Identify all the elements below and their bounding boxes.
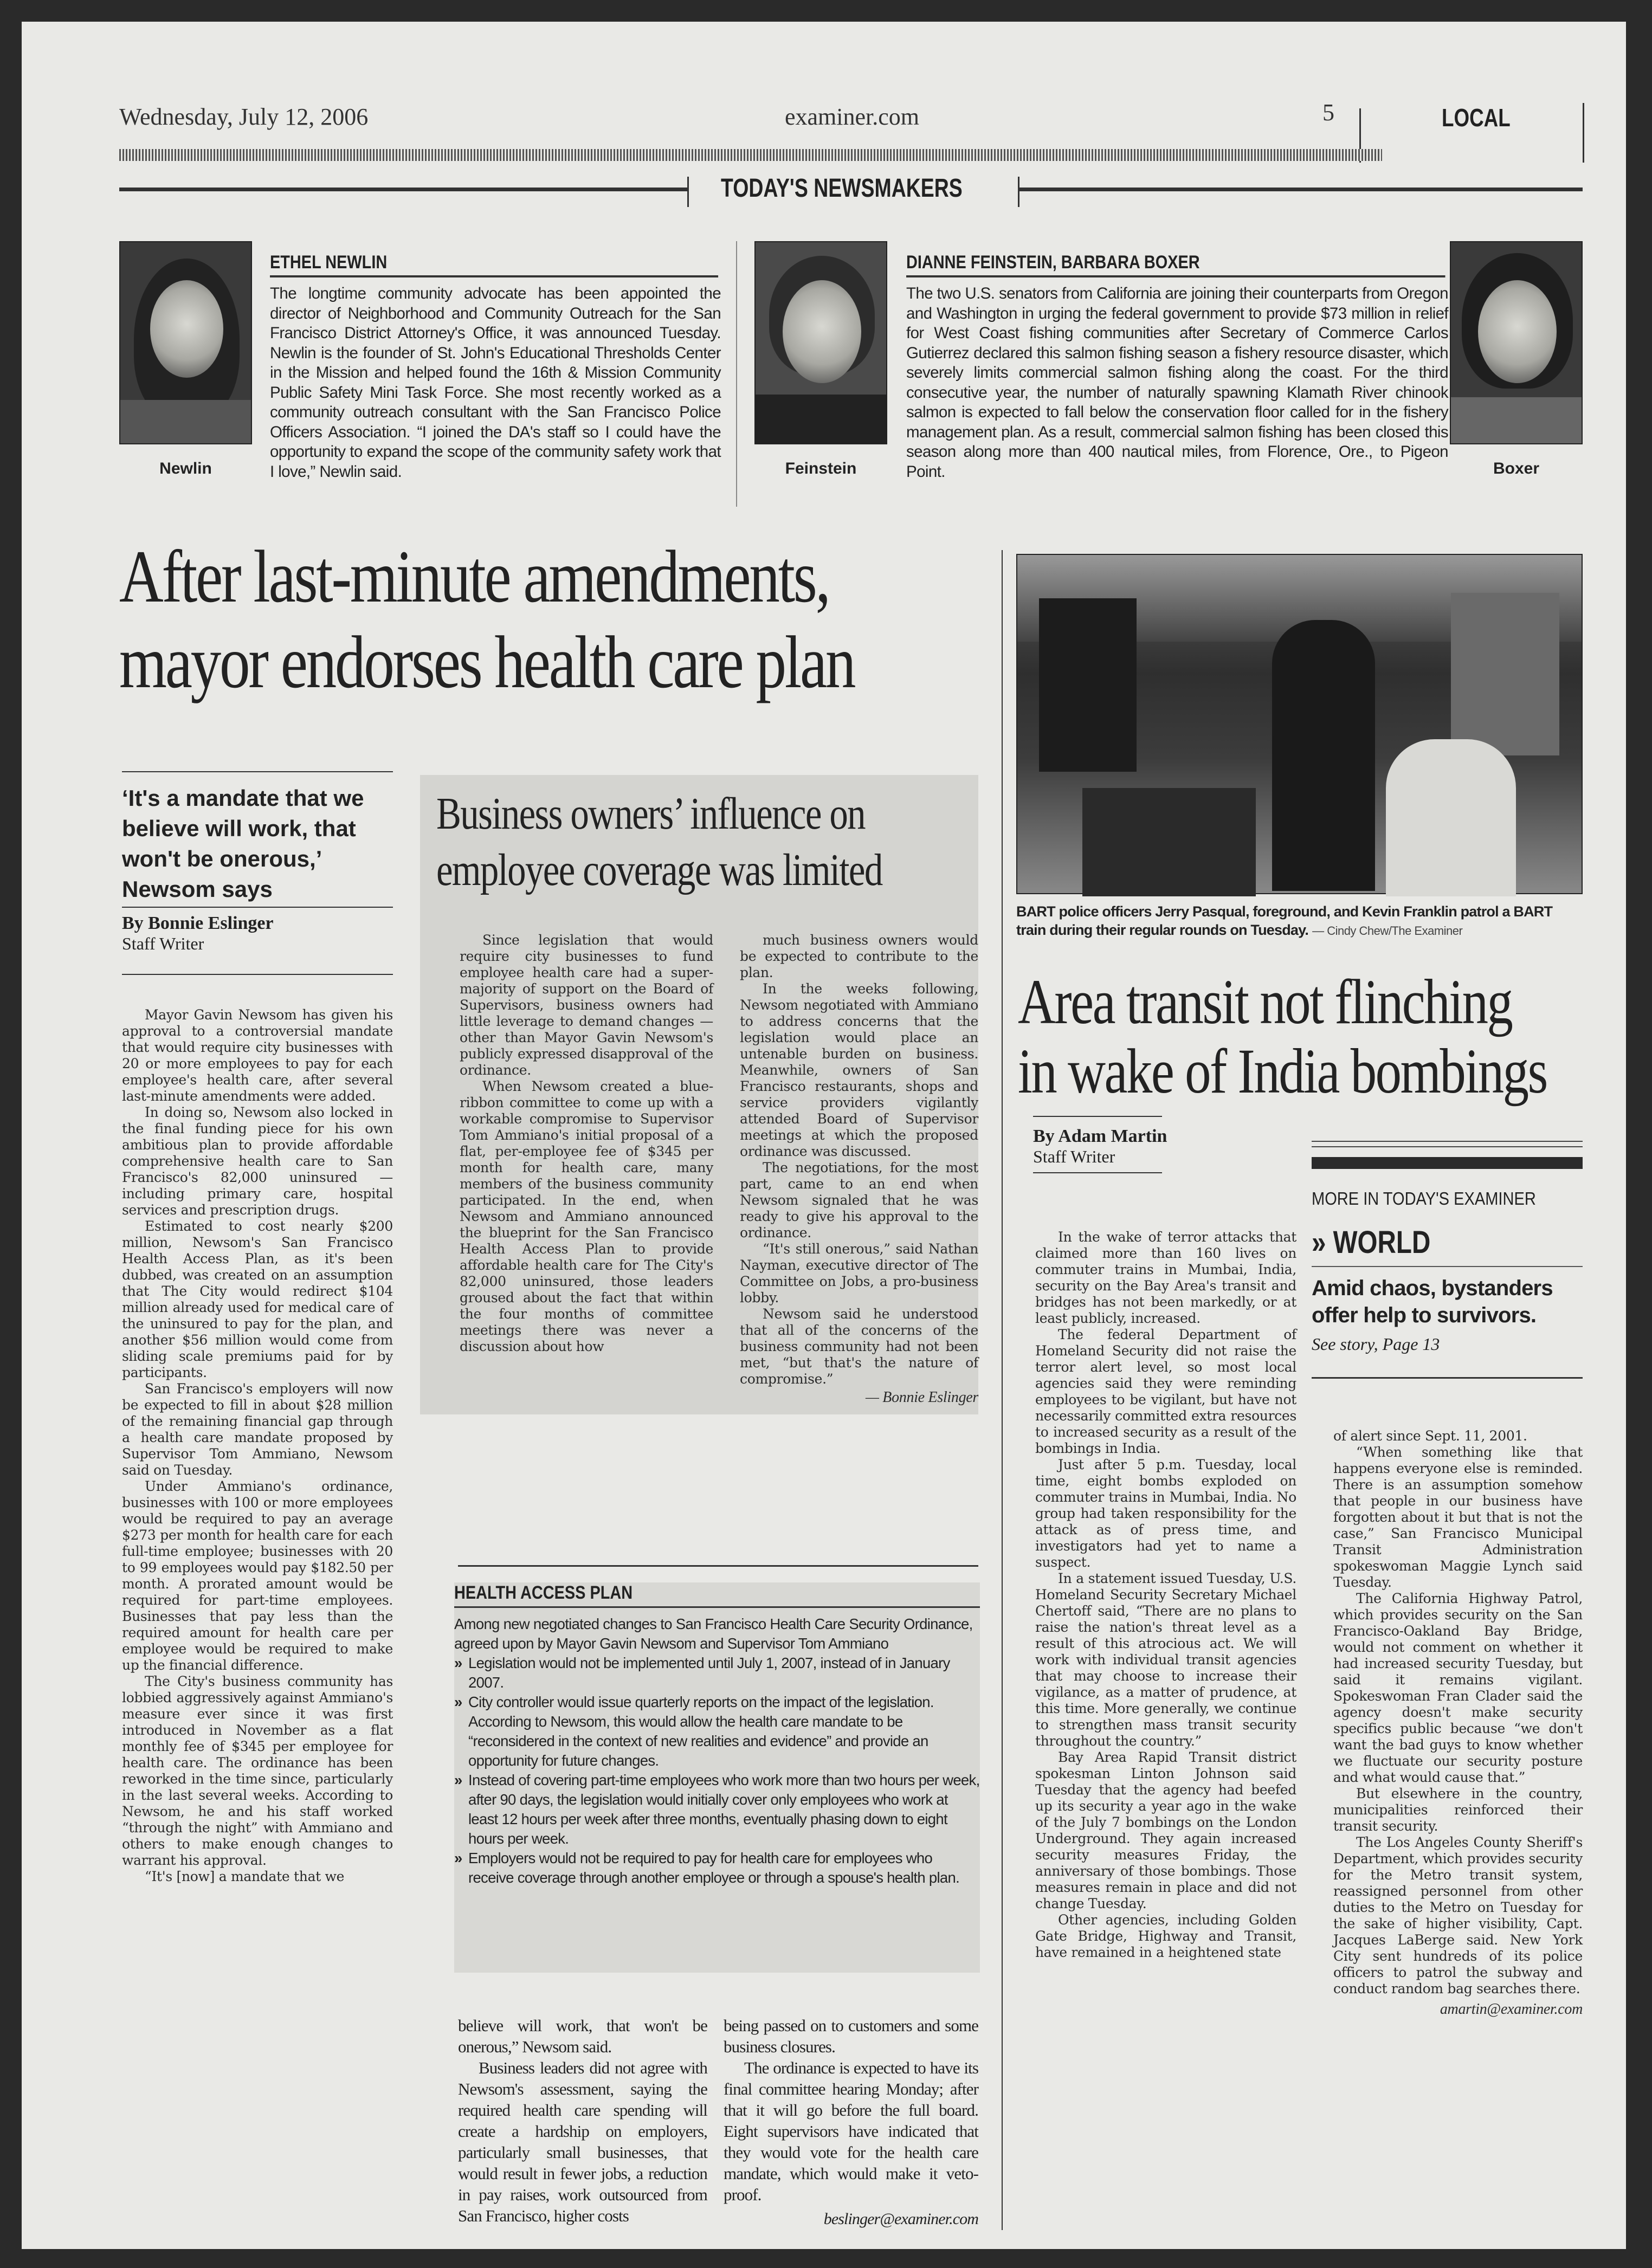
headline-line: employee coverage was limited: [436, 845, 882, 895]
health-story-deck: ‘It's a mandate that we believe will work, that won't be onerous,’ Newsom says: [122, 785, 364, 902]
byline-title: Staff Writer: [1033, 1147, 1115, 1166]
transit-story-column-1: [1035, 1229, 1296, 1961]
paragraph: believe will work, that won't be onerous,” Newsom said.: [458, 2016, 707, 2056]
byline-title: Staff Writer: [122, 934, 204, 953]
health-story-column-1: [122, 1007, 393, 1885]
headline-line: in wake of India bombings: [1018, 1036, 1547, 1107]
hap-intro: Among new negotiated changes to San Francisco Health Care Security Ordinance, agreed upon by Mayor Gavin Newsom and Supervisor Tom Ammiano: [454, 1616, 973, 1652]
hap-rule-top: [458, 1565, 978, 1567]
headline-line: Area transit not flinching: [1018, 966, 1512, 1037]
headline-line: mayor endorses health care plan: [119, 621, 855, 703]
paragraph: In doing so, Newsom also locked in the final funding piece for his own ambitious plan to provide affordable comprehensive health care to San Francisco's 82,000 uninsured — including primary care, hospital services and prescription drugs.: [122, 1104, 393, 1218]
paragraph: But elsewhere in the country, municipalities reinforced their transit security.: [1333, 1786, 1583, 1834]
paragraph: “It's still onerous,” said Nathan Nayman, executive director of The Committee on Jobs, a pro-business lobby.: [740, 1241, 978, 1306]
health-story-email[interactable]: beslinger@examiner.com: [823, 2210, 978, 2228]
paragraph: The ordinance is expected to have its final committee hearing Monday; after that it will go before the full board. Eight supervisors have indicated that they would vote for the health care mandate, which would make it veto-proof.: [724, 2058, 978, 2204]
paragraph: Newsom said he understood that all of the concerns of the business community had not been met, “but that's the nature of compromise.”: [740, 1306, 978, 1387]
health-story-continued-2: [724, 2015, 978, 2230]
hap-list-item: [454, 1653, 980, 1692]
paragraph: Business leaders did not agree with Newsom's assessment, saying the required health care spending will create a hardship on employers, particularly small businesses, that would result in fewer jobs, a reduction in pay raises, work outsourced from San Francisco, higher costs: [458, 2058, 707, 2225]
hap-list-item: [454, 1771, 980, 1849]
health-story-continued-1: [458, 2015, 707, 2226]
byline-rule-bottom: [122, 974, 393, 975]
hap-item-text: Legislation would not be implemented until July 1, 2007, instead of in January 2007.: [468, 1655, 950, 1691]
paragraph: Bay Area Rapid Transit district spokesman Linton Johnson said Tuesday that the agency had beefed up its security a year ago in the wake of the July 7 bombings on the London Underground. They again increased security measures Friday, the anniversary of those bombings. Those measures remain in place and did not change Tuesday.: [1035, 1749, 1296, 1911]
paragraph: being passed on to customers and some business closures.: [724, 2016, 978, 2056]
hap-list-item: [454, 1692, 980, 1771]
boxer-photo: [1450, 241, 1583, 444]
hap-list: [454, 1653, 980, 1888]
hap-title-rule: [454, 1606, 980, 1608]
paragraph: In the wake of terror attacks that claimed more than 160 lives on commuter trains in Mumbai, India, security on the Bay Area's transit and bridges has not been markedly, or at least publicly, increased.: [1035, 1229, 1296, 1326]
feinstein-photo-caption: Feinstein: [785, 460, 857, 477]
paragraph: “When something like that happens everyone else is reminded. There is an assumption somehow that people in our business have forgotten about it but that is not the case,” San Francisco Municipal Transit Administration spokeswoman Maggie Lynch said Tuesday.: [1333, 1444, 1583, 1590]
double-chevron-icon: »: [454, 1694, 462, 1710]
section-label: LOCAL: [1442, 104, 1511, 132]
newsmakers-column-rule: [736, 241, 737, 507]
site-url[interactable]: examiner.com: [785, 104, 920, 130]
newsmaker-body: The two U.S. senators from California are joining their counterparts from Oregon and Washington in urging the federal government to provide $73 million in relief for West Coast fishing communities after Secretary of Commerce Carlos Gutierrez declared this salmon fishing season a fishery resource disaster, which severely limits commercial salmon fishing along the coast. For the third consecutive year, the number of naturally spawning Klamath River chinook salmon is expected to fall below the conservation floor called for in the fishery management plan. As a result, commercial salmon fishing has been closed this season along more than 400 nautical miles, from Florence, Ore., to Pigeon Point.: [906, 285, 1448, 481]
byline-rule-top: [122, 907, 393, 908]
newspaper-page: [22, 22, 1626, 2249]
headline-line: Business owners’ influence on: [436, 789, 865, 839]
header-right-rule: [1583, 103, 1584, 163]
promo-see-story[interactable]: See story, Page 13: [1312, 1334, 1440, 1354]
newsmakers-rule-right: [1019, 188, 1583, 191]
paragraph: The California Highway Patrol, which provides security on the San Francisco-Oakland Bay Bridge, would not comment on whether it had increased security Tuesday, but said it remains vigilant. Spokeswoman Fran Clader said the agency doesn't make security specifics public because “we don't want the bad guys to know whether we fluctuate our security posture and what would cause that.”: [1333, 1591, 1583, 1785]
caption-text: BART police officers Jerry Pasqual, foreground, and Kevin Franklin patrol a BART train during their regular rounds on Tuesday.: [1016, 903, 1553, 938]
story-column-divider: [1002, 550, 1003, 2230]
newsmaker-heading: ETHEL NEWLIN: [270, 252, 718, 277]
promo-section[interactable]: » WORLD: [1312, 1225, 1431, 1260]
hap-item-text: City controller would issue quarterly reports on the impact of the legislation. According to Newsom, this would allow the health care mandate to be “reconsidered in the context of new realities and evidence” and provide an opportunity for future changes.: [468, 1694, 934, 1769]
transit-byline-rule-bottom: [1033, 1172, 1162, 1173]
transit-byline-rule-top: [1033, 1116, 1162, 1117]
newsmakers-tick-left: [687, 177, 689, 207]
hap-item-text: Instead of covering part-time employees who work more than two hours per week, after 90 days, the legislation would initially cover only employees who work at least 12 hours per week after three months, eventually phasing down to eight hours per week.: [468, 1772, 980, 1847]
paragraph: San Francisco's employers will now be expected to fill in about $28 million of the remaining financial gap through a health care mandate proposed by Supervisor Tom Ammiano, Newsom said on Tuesday.: [122, 1381, 393, 1478]
byline-name: By Bonnie Eslinger: [122, 913, 274, 933]
byline-name: By Adam Martin: [1033, 1126, 1167, 1146]
hap-item-text: Employers would not be required to pay for health care for employees who receive coverage through another employee or through a spouse's health plan.: [468, 1850, 960, 1886]
bart-photo-caption: [1016, 902, 1583, 940]
issue-date: Wednesday, July 12, 2006: [119, 104, 369, 130]
deck-rule-top: [122, 771, 393, 772]
paragraph: Mayor Gavin Newsom has given his approval to a controversial mandate that would require city businesses with 20 or more employees to pay for each employee's health care, after several last-minute amendments were added.: [122, 1007, 393, 1104]
header-hatch-rule: [119, 149, 1382, 161]
sidebar-signature: — Bonnie Eslinger: [866, 1389, 978, 1406]
newsmaker-body: The longtime community advocate has been appointed the director of Neighborhood and Community Outreach for the San Francisco District Attorney's Office, it was announced Tuesday. Newlin is the founder of St. John's Educational Thresholds Center in the Mission and helped found the 16th & Mission Community Public Safety Mini Task Force. She most recently worked as a community outreach consultant with the San Francisco Police Officers Association. “I joined the DA's staff so I could have the opportunity to expand the scope of the community safety work that I love,” Newlin said.: [270, 285, 721, 481]
promo-black-bar: [1312, 1157, 1583, 1169]
more-in-examiner-box[interactable]: [1312, 1141, 1583, 1379]
bart-train-photo: [1016, 554, 1583, 894]
paragraph: of alert since Sept. 11, 2001.: [1333, 1428, 1527, 1444]
newsmakers-title-wrap: [721, 173, 1003, 203]
paragraph: Estimated to cost nearly $200 million, Newsom's San Francisco Health Access Plan, as it's been dubbed, was created on an assumption that The City would redirect $104 million already used for medical care of the uninsured to pay for the plan, and another $56 million would come from sliding scale premiums paid for by participants.: [122, 1218, 393, 1380]
paragraph: Just after 5 p.m. Tuesday, local time, eight bombs exploded on commuter trains in Mumbai, India. No group had taken responsibility for the attack as of press time, and investigators had yet to name a suspect.: [1035, 1457, 1296, 1570]
paragraph: “It's [now] a mandate that we: [145, 1869, 345, 1884]
paragraph: When Newsom created a blue-ribbon committee to come up with a workable compromise to Supervisor Tom Ammiano's initial proposal of a flat, per-employee fee of $345 per month for health care, many members of the business community participated. In the end, when Newsom and Ammiano announced the blueprint for the San Francisco Health Access Plan to provide affordable health care for The City's 82,000 uninsured, those leaders groused about the fact that within the four months of committee meetings there was never a discussion about how: [460, 1078, 713, 1354]
double-chevron-icon: »: [454, 1772, 462, 1788]
boxer-photo-caption: Boxer: [1493, 460, 1540, 477]
newsmaker-senators: [906, 252, 1448, 482]
transit-story-headline[interactable]: [1018, 967, 1587, 1106]
photo-credit: — Cindy Chew/The Examiner: [1312, 924, 1463, 938]
promo-teaser[interactable]: Amid chaos, bystanders offer help to survivors.: [1312, 1276, 1553, 1327]
double-chevron-icon: »: [454, 1655, 462, 1671]
transit-story-column-2: [1333, 1428, 1583, 2018]
paragraph: In the weeks following, Newsom negotiated with Ammiano to address concerns that the legislation would place an untenable burden on business. Meanwhile, owners of San Francisco restaurants, shops and service providers vigilantly attended Board of Supervisor meetings at which the proposed ordinance was discussed.: [740, 981, 978, 1159]
paragraph: Since legislation that would require city businesses to fund employee health care had a super-majority of support on the Board of Supervisors, business owners had little leverage to demand changes — other than Mayor Gavin Newsom's publicly expressed disapproval of the ordinance.: [460, 932, 713, 1078]
transit-story-email[interactable]: amartin@examiner.com: [1440, 2001, 1583, 2018]
paragraph: much business owners would be expected to contribute to the plan.: [740, 932, 978, 980]
paragraph: The City's business community has lobbied aggressively against Ammiano's measure ever since it was first introduced in November as a flat monthly fee of $345 per employee for health care. The ordinance has been reworked in the time since, particularly in the last several weeks. According to Newsom, he and his staff worked “through the night” with Ammiano and others to make enough changes to warrant his approval.: [122, 1673, 393, 1868]
paragraph: The negotiations, for the most part, came to an end when Newsom signaled that he was ready to give his approval to the ordinance.: [740, 1160, 978, 1240]
health-story-headline[interactable]: [119, 534, 986, 705]
paragraph: The Los Angeles County Sheriff's Department, which provides security for the Metro transit system, reassigned personnel from other duties to the Metro on Tuesday for the sake of higher visibility, Capt. Jacques LaBerge said. New York City sent hundreds of its police officers to patrol the subway and conduct random bag searches there.: [1333, 1834, 1583, 1996]
paragraph: The federal Department of Homeland Security did not raise the terror alert level, so most local agencies said they were reminding employees to be vigilant, but have not necessarily committed extra resources to increased security as a result of the bombings in India.: [1035, 1327, 1296, 1456]
newlin-photo-caption: Newlin: [159, 460, 212, 477]
newsmakers-rule-left: [119, 188, 688, 191]
paragraph: Under Ammiano's ordinance, businesses with 100 or more employees would be required to pay an average $273 per month for health care for each full-time employee; businesses with 20 to 99 employees would pay $182.50 per month. A prorated amount would be required for part-time employees. Businesses that pay less than the required amount for health care per employee would be required to make up the financial difference.: [122, 1478, 393, 1673]
headline-line: After last-minute amendments,: [119, 535, 829, 618]
health-byline: [122, 913, 393, 954]
transit-byline: [1033, 1126, 1250, 1167]
newsmakers-tick-right: [1018, 177, 1019, 207]
hap-title: HEALTH ACCESS PLAN: [454, 1582, 633, 1603]
hap-list-item: [454, 1849, 980, 1888]
health-access-plan-box: [454, 1582, 980, 1973]
sidebar-headline[interactable]: [436, 786, 978, 899]
sidebar-column-1: [460, 932, 713, 1355]
newsmaker-heading: DIANNE FEINSTEIN, BARBARA BOXER: [906, 252, 1446, 277]
more-label: MORE IN TODAY'S EXAMINER: [1312, 1188, 1536, 1209]
newlin-photo: [119, 241, 252, 444]
page-number: 5: [1322, 99, 1334, 126]
feinstein-photo: [754, 241, 887, 444]
paragraph: Other agencies, including Golden Gate Bridge, Highway and Transit, have remained in a heightened state: [1035, 1912, 1296, 1960]
newsmakers-title: TODAY'S NEWSMAKERS: [721, 174, 963, 203]
double-chevron-icon: »: [454, 1850, 462, 1866]
sidebar-column-2: [740, 932, 978, 1406]
paragraph: In a statement issued Tuesday, U.S. Homeland Security Secretary Michael Chertoff said, “There are no plans to raise the nation's threat level as a result of this atrocious act. We will work with individual transit agencies that may choose to increase their vigilance, as a matter of prudence, at this time. More generally, we continue to strengthen mass transit security throughout the country.”: [1035, 1571, 1296, 1749]
newsmaker-newlin: [270, 252, 721, 482]
